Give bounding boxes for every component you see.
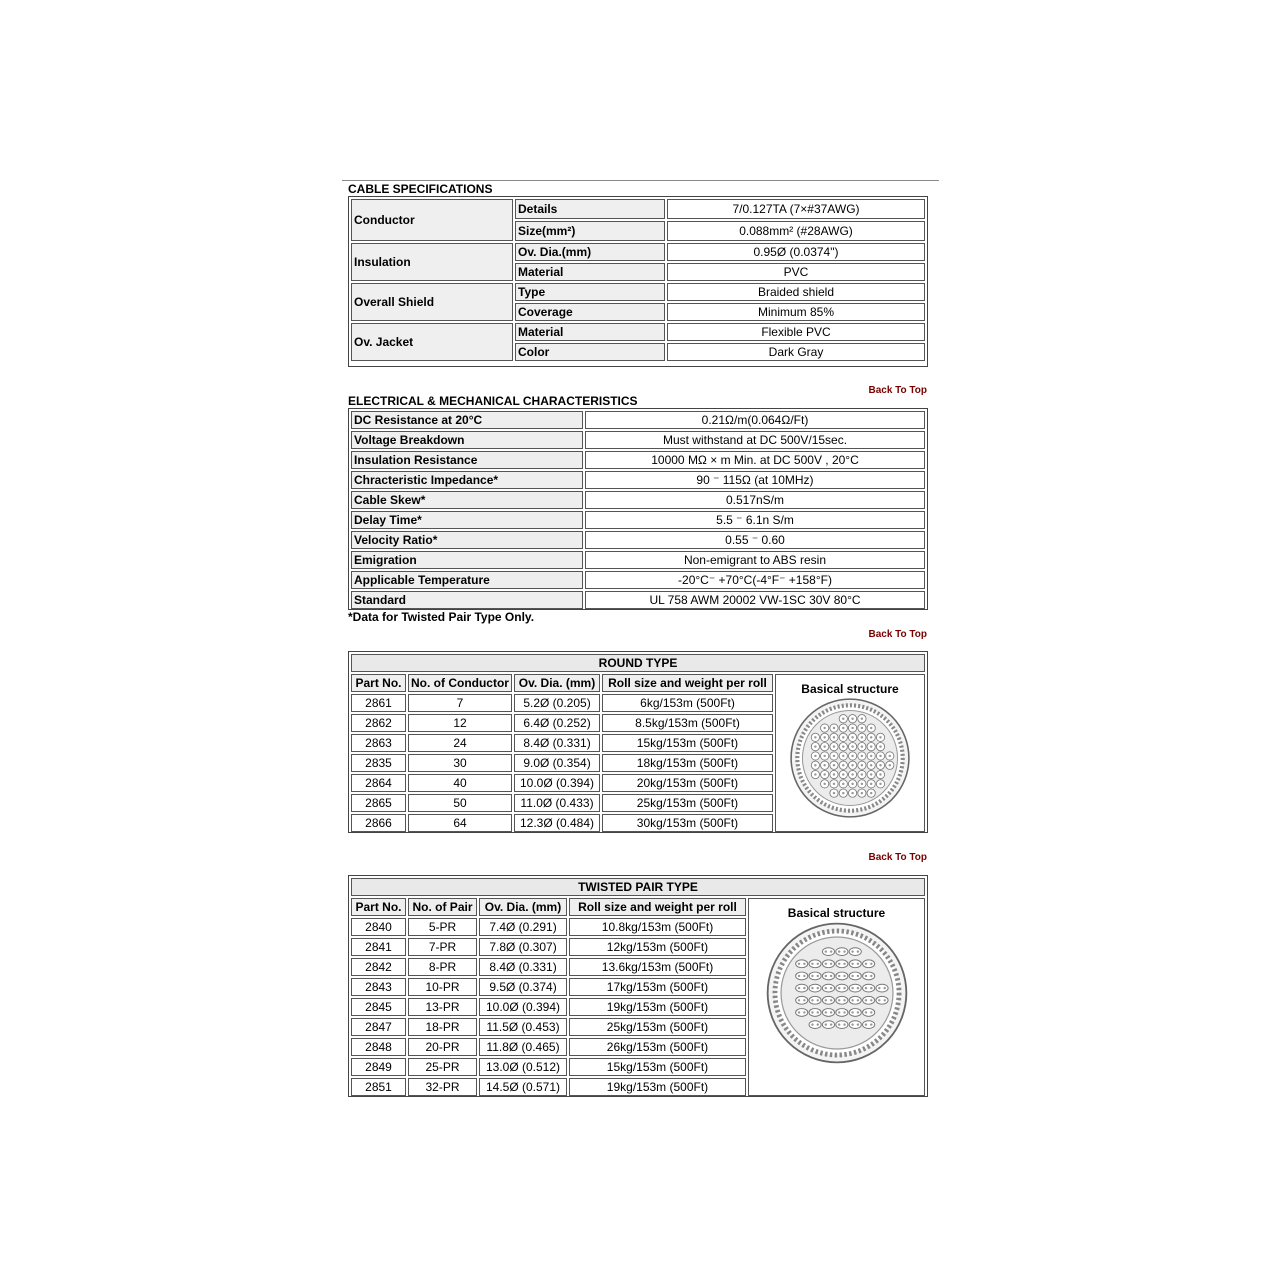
table-cell: 2865	[351, 794, 406, 812]
table-cell: 8.5kg/153m (500Ft)	[602, 714, 773, 732]
spec-field-value: Dark Gray	[667, 343, 925, 361]
table-cell: 2841	[351, 938, 406, 956]
column-header: Part No.	[351, 674, 406, 692]
spec-row	[351, 243, 925, 261]
table-cell: 24	[408, 734, 512, 752]
table-cell: 26kg/153m (500Ft)	[569, 1038, 746, 1056]
electrical-label: Standard	[351, 591, 583, 609]
table-cell: 2863	[351, 734, 406, 752]
table-caption: TWISTED PAIR TYPE	[351, 878, 925, 896]
caption-row	[351, 654, 925, 672]
table-cell: 2848	[351, 1038, 406, 1056]
spec-group-label: Overall Shield	[351, 283, 513, 321]
electrical-value: UL 758 AWM 20002 VW-1SC 30V 80°C	[585, 591, 925, 609]
table-cell: 17kg/153m (500Ft)	[569, 978, 746, 996]
basical-structure-label: Basical structure	[787, 906, 886, 920]
table-cell: 6kg/153m (500Ft)	[602, 694, 773, 712]
electrical-value: 5.5 ⁻ 6.1n S/m	[585, 511, 925, 529]
electrical-label: Delay Time*	[351, 511, 583, 529]
electrical-row	[351, 451, 925, 469]
table-cell: 25kg/153m (500Ft)	[569, 1018, 746, 1036]
table-cell: 2861	[351, 694, 406, 712]
table-cell: 25-PR	[408, 1058, 477, 1076]
table-cell: 9.0Ø (0.354)	[514, 754, 600, 772]
spec-row	[351, 199, 925, 219]
basical-structure-cell	[775, 674, 925, 832]
back-to-top-link[interactable]: Back To Top	[868, 852, 927, 863]
spec-field-value: 7/0.127TA (7×#37AWG)	[667, 199, 925, 219]
electrical-value: 0.517nS/m	[585, 491, 925, 509]
electrical-row	[351, 571, 925, 589]
electrical-row	[351, 411, 925, 429]
spec-field-label: Ov. Dia.(mm)	[515, 243, 665, 261]
electrical-row	[351, 471, 925, 489]
table-cell: 2862	[351, 714, 406, 732]
table-cell: 64	[408, 814, 512, 832]
electrical-title: ELECTRICAL & MECHANICAL CHARACTERISTICS	[348, 394, 638, 408]
electrical-label: Velocity Ratio*	[351, 531, 583, 549]
spec-field-label: Type	[515, 283, 665, 301]
electrical-label: Cable Skew*	[351, 491, 583, 509]
spec-group-label: Insulation	[351, 243, 513, 281]
spec-field-label: Size(mm²)	[515, 221, 665, 241]
table-caption: ROUND TYPE	[351, 654, 925, 672]
table-cell: 12.3Ø (0.484)	[514, 814, 600, 832]
electrical-value: -20°C⁻ +70°C(-4°F⁻ +158°F)	[585, 571, 925, 589]
table-cell: 19kg/153m (500Ft)	[569, 1078, 746, 1096]
electrical-value: 10000 MΩ × m Min. at DC 500V , 20°C	[585, 451, 925, 469]
back-to-top-link[interactable]: Back To Top	[868, 629, 927, 640]
column-header: Ov. Dia. (mm)	[514, 674, 600, 692]
twisted-pair-note: *Data for Twisted Pair Type Only.	[348, 610, 535, 624]
table-cell: 30	[408, 754, 512, 772]
spec-field-label: Coverage	[515, 303, 665, 321]
table-cell: 14.5Ø (0.571)	[479, 1078, 567, 1096]
spec-group-label: Ov. Jacket	[351, 323, 513, 361]
electrical-row	[351, 491, 925, 509]
column-header: No. of Conductor	[408, 674, 512, 692]
table-cell: 10.0Ø (0.394)	[514, 774, 600, 792]
table-cell: 12kg/153m (500Ft)	[569, 938, 746, 956]
electrical-row	[351, 591, 925, 609]
table-cell: 32-PR	[408, 1078, 477, 1096]
table-cell: 5.2Ø (0.205)	[514, 694, 600, 712]
cable-spec-title: CABLE SPECIFICATIONS	[348, 182, 493, 196]
table-cell: 11.0Ø (0.433)	[514, 794, 600, 812]
table-cell: 50	[408, 794, 512, 812]
electrical-label: Voltage Breakdown	[351, 431, 583, 449]
electrical-table	[348, 408, 928, 610]
table-cell: 2864	[351, 774, 406, 792]
table-cell: 11.8Ø (0.465)	[479, 1038, 567, 1056]
table-cell: 7.8Ø (0.307)	[479, 938, 567, 956]
table-cell: 2842	[351, 958, 406, 976]
electrical-label: Insulation Resistance	[351, 451, 583, 469]
table-cell: 7-PR	[408, 938, 477, 956]
table-cell: 13.0Ø (0.512)	[479, 1058, 567, 1076]
spec-row	[351, 283, 925, 301]
column-header: Roll size and weight per roll	[569, 898, 746, 916]
electrical-row	[351, 431, 925, 449]
spec-field-value: PVC	[667, 263, 925, 281]
table-cell: 8.4Ø (0.331)	[514, 734, 600, 752]
electrical-label: Chracteristic Impedance*	[351, 471, 583, 489]
spec-field-value: 0.088mm² (#28AWG)	[667, 221, 925, 241]
twisted-pair-cross-section-icon	[764, 920, 910, 1066]
spec-field-value: Braided shield	[667, 283, 925, 301]
table-cell: 19kg/153m (500Ft)	[569, 998, 746, 1016]
cable-spec-table	[348, 196, 928, 367]
table-cell: 18kg/153m (500Ft)	[602, 754, 773, 772]
table-cell: 13-PR	[408, 998, 477, 1016]
table-cell: 5-PR	[408, 918, 477, 936]
electrical-label: Applicable Temperature	[351, 571, 583, 589]
basical-structure-cell	[748, 898, 925, 1096]
spec-field-label: Details	[515, 199, 665, 219]
table-cell: 6.4Ø (0.252)	[514, 714, 600, 732]
table-cell: 8.4Ø (0.331)	[479, 958, 567, 976]
header-row	[351, 898, 925, 916]
table-cell: 2851	[351, 1078, 406, 1096]
spec-row	[351, 323, 925, 341]
table-cell: 11.5Ø (0.453)	[479, 1018, 567, 1036]
table-cell: 18-PR	[408, 1018, 477, 1036]
basical-structure-label: Basical structure	[801, 682, 899, 696]
table-cell: 15kg/153m (500Ft)	[569, 1058, 746, 1076]
round-type-table	[348, 651, 928, 833]
table-cell: 10-PR	[408, 978, 477, 996]
header-row	[351, 674, 925, 692]
table-cell: 12	[408, 714, 512, 732]
table-cell: 2843	[351, 978, 406, 996]
table-cell: 20kg/153m (500Ft)	[602, 774, 773, 792]
spec-field-value: 0.95Ø (0.0374")	[667, 243, 925, 261]
table-cell: 2835	[351, 754, 406, 772]
caption-row	[351, 878, 925, 896]
electrical-value: 0.55 ⁻ 0.60	[585, 531, 925, 549]
spec-field-label: Color	[515, 343, 665, 361]
spec-field-value: Minimum 85%	[667, 303, 925, 321]
table-cell: 10.8kg/153m (500Ft)	[569, 918, 746, 936]
electrical-label: Emigration	[351, 551, 583, 569]
column-header: Ov. Dia. (mm)	[479, 898, 567, 916]
table-cell: 20-PR	[408, 1038, 477, 1056]
back-to-top-link[interactable]: Back To Top	[868, 385, 927, 396]
round-cable-cross-section-icon	[788, 696, 912, 820]
electrical-value: Must withstand at DC 500V/15sec.	[585, 431, 925, 449]
table-cell: 9.5Ø (0.374)	[479, 978, 567, 996]
table-cell: 25kg/153m (500Ft)	[602, 794, 773, 812]
twisted-pair-table	[348, 875, 928, 1097]
column-header: Part No.	[351, 898, 406, 916]
table-cell: 2845	[351, 998, 406, 1016]
table-cell: 40	[408, 774, 512, 792]
electrical-value: Non-emigrant to ABS resin	[585, 551, 925, 569]
electrical-value: 0.21Ω/m(0.064Ω/Ft)	[585, 411, 925, 429]
table-cell: 15kg/153m (500Ft)	[602, 734, 773, 752]
spec-group-label: Conductor	[351, 199, 513, 241]
electrical-row	[351, 511, 925, 529]
column-header: Roll size and weight per roll	[602, 674, 773, 692]
table-cell: 7.4Ø (0.291)	[479, 918, 567, 936]
table-cell: 2866	[351, 814, 406, 832]
spec-field-label: Material	[515, 323, 665, 341]
electrical-row	[351, 531, 925, 549]
table-cell: 2847	[351, 1018, 406, 1036]
column-header: No. of Pair	[408, 898, 477, 916]
table-cell: 13.6kg/153m (500Ft)	[569, 958, 746, 976]
spec-field-label: Material	[515, 263, 665, 281]
table-cell: 10.0Ø (0.394)	[479, 998, 567, 1016]
table-cell: 30kg/153m (500Ft)	[602, 814, 773, 832]
electrical-label: DC Resistance at 20°C	[351, 411, 583, 429]
table-cell: 2840	[351, 918, 406, 936]
table-cell: 2849	[351, 1058, 406, 1076]
electrical-row	[351, 551, 925, 569]
electrical-value: 90 ⁻ 115Ω (at 10MHz)	[585, 471, 925, 489]
spec-field-value: Flexible PVC	[667, 323, 925, 341]
table-cell: 7	[408, 694, 512, 712]
top-divider	[342, 180, 939, 181]
table-cell: 8-PR	[408, 958, 477, 976]
